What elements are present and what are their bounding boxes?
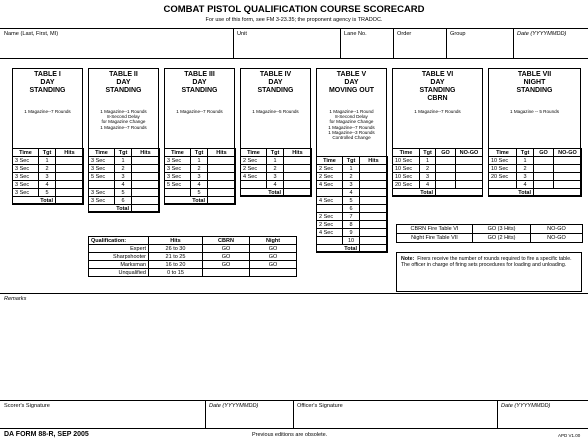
column-header: Tgt [39, 149, 56, 157]
column-header: NO-GO [554, 149, 582, 157]
hits-cell[interactable] [360, 197, 388, 205]
hits-cell[interactable] [284, 157, 312, 165]
target-cell: 2 [191, 165, 208, 173]
table-row [489, 165, 582, 173]
time-cell: 3 Sec [165, 165, 191, 173]
time-cell: 2 Sec [317, 213, 343, 221]
target-cell: 2 [115, 165, 132, 173]
column-header: Time [89, 149, 115, 157]
time-cell: 4 Sec [241, 173, 267, 181]
target-cell: 3 [267, 173, 284, 181]
table-row [241, 173, 312, 181]
table-row [89, 189, 160, 197]
go-cell[interactable] [534, 173, 554, 181]
table-row [317, 189, 388, 197]
table-row [317, 173, 388, 181]
time-cell: 3 Sec [89, 197, 115, 205]
total-label: Total [393, 189, 436, 197]
hits-cell[interactable] [132, 181, 160, 189]
table-row [241, 157, 312, 165]
version-label: APD V1.00 [558, 433, 581, 438]
editions-note: Previous editions are obsolete. [252, 432, 328, 438]
time-cell: 3 Sec [89, 189, 115, 197]
table-2-title: TABLE II DAY STANDING [105, 71, 142, 94]
qualification-value [250, 269, 297, 277]
table-header-row [89, 149, 160, 157]
time-cell [317, 189, 343, 197]
table-header-row [489, 149, 582, 157]
go-cell[interactable] [534, 181, 554, 189]
target-cell: 3 [39, 173, 56, 181]
table-row [489, 181, 582, 189]
time-cell [89, 181, 115, 189]
column-header: Time [165, 149, 191, 157]
target-cell: 1 [115, 157, 132, 165]
target-cell: 5 [191, 189, 208, 197]
hits-cell[interactable] [360, 173, 388, 181]
time-cell: 10 Sec [489, 165, 517, 173]
time-cell: 3 Sec [89, 157, 115, 165]
time-cell: 10 Sec [393, 165, 420, 173]
hits-cell[interactable] [208, 181, 236, 189]
table-1-grid [12, 148, 84, 205]
table-row [317, 221, 388, 229]
remarks-field[interactable]: Remarks [4, 296, 27, 302]
total-cell[interactable] [56, 197, 84, 205]
target-cell: 1 [343, 165, 360, 173]
time-cell: 3 Sec [89, 165, 115, 173]
total-label: Total [13, 197, 56, 205]
table-7-grid [488, 148, 582, 197]
column-header: Tgt [267, 149, 284, 157]
order-field[interactable]: Order [397, 31, 412, 37]
target-cell: 6 [343, 205, 360, 213]
fire-table-row [397, 225, 583, 234]
group-field[interactable]: Group [450, 31, 466, 37]
time-cell: 4 Sec [317, 197, 343, 205]
table-4-grid [240, 148, 312, 197]
hits-cell[interactable] [132, 157, 160, 165]
table-row [317, 237, 388, 245]
time-cell [241, 181, 267, 189]
column-header: GO [436, 149, 456, 157]
time-cell [165, 189, 191, 197]
table-row [317, 165, 388, 173]
total-cell[interactable] [436, 189, 483, 197]
time-cell [489, 181, 517, 189]
table-7-rounds-note: 1 Magazine -- 5 Rounds [509, 109, 560, 114]
hits-cell[interactable] [132, 173, 160, 181]
target-cell: 4 [343, 189, 360, 197]
table-row [317, 205, 388, 213]
table-4-box [240, 68, 311, 196]
column-header: Tgt [420, 149, 436, 157]
total-label: Total [317, 245, 360, 253]
qualification-level: Sharpshooter [89, 253, 149, 261]
total-label: Total [241, 189, 284, 197]
time-cell: 2 Sec [317, 165, 343, 173]
column-header: Time [13, 149, 39, 157]
hits-cell[interactable] [132, 197, 160, 205]
go-cell[interactable] [436, 173, 456, 181]
target-cell: 5 [343, 197, 360, 205]
time-cell: 5 Sec [89, 173, 115, 181]
hits-cell[interactable] [132, 165, 160, 173]
table-row [165, 173, 236, 181]
qualification-value [203, 269, 250, 277]
column-header: Tgt [115, 149, 132, 157]
fire-table-option[interactable]: GO (2 Hits) [473, 234, 531, 243]
hits-cell[interactable] [360, 181, 388, 189]
time-cell: 3 Sec [165, 173, 191, 181]
fire-table-option[interactable]: NO-GO [531, 225, 583, 234]
target-cell: 3 [343, 181, 360, 189]
total-cell[interactable] [132, 205, 160, 213]
table-row [317, 229, 388, 237]
target-cell: 2 [343, 173, 360, 181]
cbrn-night-fire-table [396, 224, 583, 243]
target-cell: 5 [39, 189, 56, 197]
go-cell[interactable] [436, 181, 456, 189]
time-cell: 10 Sec [489, 157, 517, 165]
total-cell[interactable] [534, 189, 582, 197]
qualification-column-header: CBRN [203, 237, 250, 245]
hits-cell[interactable] [208, 173, 236, 181]
column-header: Hits [132, 149, 160, 157]
time-cell: 2 Sec [317, 173, 343, 181]
target-cell: 3 [517, 173, 534, 181]
hits-cell[interactable] [208, 157, 236, 165]
target-cell: 5 [115, 189, 132, 197]
target-cell: 2 [39, 165, 56, 173]
target-cell: 3 [115, 173, 132, 181]
table-row [165, 165, 236, 173]
go-cell[interactable] [436, 165, 456, 173]
target-cell: 1 [191, 157, 208, 165]
column-header: Hits [284, 149, 312, 157]
hits-cell[interactable] [284, 173, 312, 181]
officer-date-field[interactable]: Date (YYYYMMDD) [501, 403, 551, 409]
qualification-row [89, 253, 297, 261]
qualification-value: GO [203, 245, 250, 253]
table-row [393, 157, 483, 165]
time-cell: 2 Sec [241, 157, 267, 165]
total-row [489, 189, 582, 197]
total-row [165, 197, 236, 205]
qualification-value: GO [250, 253, 297, 261]
scorer-date-field[interactable]: Date (YYYYMMDD) [209, 403, 259, 409]
table-6-box [392, 68, 483, 196]
table-4-title: TABLE IV DAY STANDING [257, 71, 294, 94]
date-field[interactable]: Date (YYYYMMDD) [517, 31, 567, 37]
target-cell: 1 [420, 157, 436, 165]
column-header: Time [489, 149, 517, 157]
nogo-cell[interactable] [554, 165, 582, 173]
table-row [13, 189, 84, 197]
total-label: Total [489, 189, 534, 197]
qualification-header-row [89, 237, 297, 245]
table-1-box [12, 68, 83, 204]
go-cell[interactable] [534, 165, 554, 173]
table-header-row [13, 149, 84, 157]
target-cell: 7 [343, 213, 360, 221]
column-header: NO-GO [456, 149, 483, 157]
qualification-row [89, 261, 297, 269]
table-row [241, 165, 312, 173]
hits-cell[interactable] [56, 157, 84, 165]
nogo-cell[interactable] [456, 165, 483, 173]
target-cell: 2 [517, 165, 534, 173]
scorer-signature-field[interactable]: Scorer's Signature [4, 403, 50, 409]
time-cell [317, 237, 343, 245]
table-row [165, 157, 236, 165]
target-cell: 9 [343, 229, 360, 237]
time-cell: 20 Sec [489, 173, 517, 181]
table-3-grid [164, 148, 236, 205]
table-row [393, 181, 483, 189]
qualification-level: Unqualified [89, 269, 149, 277]
column-header: Hits [56, 149, 84, 157]
target-cell: 1 [267, 157, 284, 165]
time-cell: 20 Sec [393, 181, 420, 189]
hits-cell[interactable] [360, 221, 388, 229]
hits-cell[interactable] [360, 189, 388, 197]
time-cell: 10 Sec [393, 173, 420, 181]
total-row [317, 245, 388, 253]
hits-cell[interactable] [360, 237, 388, 245]
table-row [489, 157, 582, 165]
target-cell: 4 [517, 181, 534, 189]
table-5-box [316, 68, 387, 252]
table-5-rounds-note: 1 Magazine--1 Round 8-Second Delay for Magazine Change 1 Magazine--7 Rounds 1 Magazine--3 Rounds Controlled Change [328, 109, 375, 141]
total-cell[interactable] [360, 245, 388, 253]
table-row [13, 165, 84, 173]
time-cell: 10 Sec [393, 157, 420, 165]
form-title: COMBAT PISTOL QUALIFICATION COURSE SCORECARD [163, 4, 425, 15]
target-cell: 1 [517, 157, 534, 165]
time-cell: 4 Sec [317, 181, 343, 189]
table-row [89, 181, 160, 189]
target-cell: 4 [39, 181, 56, 189]
table-3-rounds-note: 1 Magazine--7 Rounds [176, 109, 223, 114]
lane-field[interactable]: Lane No. [344, 31, 367, 37]
hits-cell[interactable] [132, 189, 160, 197]
time-cell: 3 Sec [165, 157, 191, 165]
target-cell: 4 [191, 181, 208, 189]
total-label: Total [89, 205, 132, 213]
qualification-value: 21 to 25 [149, 253, 203, 261]
table-header-row [241, 149, 312, 157]
time-cell: 2 Sec [317, 221, 343, 229]
target-cell: 10 [343, 237, 360, 245]
table-row [165, 181, 236, 189]
name-field[interactable]: Name (Last, First, MI) [4, 31, 59, 37]
table-6-grid [392, 148, 483, 197]
qualification-level: Expert [89, 245, 149, 253]
qualification-value: 16 to 20 [149, 261, 203, 269]
hits-cell[interactable] [56, 189, 84, 197]
column-header: Time [241, 149, 267, 157]
table-1-title: TABLE I DAY STANDING [29, 71, 66, 94]
table-3-title: TABLE III DAY STANDING [181, 71, 218, 94]
fire-table-label: CBRN Fire Table VI [397, 225, 473, 234]
qualification-column-header: Night [250, 237, 297, 245]
table-row [89, 165, 160, 173]
fire-table-option[interactable]: NO-GO [531, 234, 583, 243]
table-row [13, 173, 84, 181]
fire-table-row [397, 234, 583, 243]
column-header: Time [317, 157, 343, 165]
target-cell: 6 [115, 197, 132, 205]
hits-cell[interactable] [360, 213, 388, 221]
column-header: Tgt [343, 157, 360, 165]
table-row [13, 181, 84, 189]
time-cell: 3 Sec [13, 157, 39, 165]
table-7-title: TABLE VII NIGHT STANDING [516, 71, 553, 94]
table-6-rounds-note: 1 Magazine--7 Rounds [414, 109, 461, 114]
column-header: Tgt [191, 149, 208, 157]
time-cell: 5 Sec [165, 181, 191, 189]
qualification-column-header: Hits [149, 237, 203, 245]
officer-signature-field[interactable]: Officer's Signature [297, 403, 343, 409]
nogo-cell[interactable] [456, 181, 483, 189]
hits-cell[interactable] [56, 173, 84, 181]
hits-cell[interactable] [284, 181, 312, 189]
target-cell: 3 [191, 173, 208, 181]
table-row [317, 181, 388, 189]
time-cell [317, 205, 343, 213]
total-label: Total [165, 197, 208, 205]
qualification-value: GO [203, 253, 250, 261]
time-cell: 2 Sec [241, 165, 267, 173]
table-row [393, 165, 483, 173]
qualification-row [89, 245, 297, 253]
nogo-cell[interactable] [554, 181, 582, 189]
form-subtitle: For use of this form, see FM 3-23.35; the proponent agency is TRADOC. [205, 17, 383, 23]
column-header: Tgt [517, 149, 534, 157]
target-cell: 4 [115, 181, 132, 189]
table-header-row [393, 149, 483, 157]
table-1-rounds-note: 1 Magazine--7 Rounds [24, 109, 71, 114]
table-row [489, 173, 582, 181]
hits-cell[interactable] [208, 189, 236, 197]
nogo-cell[interactable] [456, 157, 483, 165]
target-cell: 8 [343, 221, 360, 229]
qualification-level: Marksman [89, 261, 149, 269]
qualification-value: GO [250, 245, 297, 253]
total-row [393, 189, 483, 197]
target-cell: 2 [420, 165, 436, 173]
fire-table-label: Night Fire Table VII [397, 234, 473, 243]
table-row [89, 197, 160, 205]
total-row [13, 197, 84, 205]
target-cell: 3 [420, 173, 436, 181]
note-label: Note: [401, 256, 415, 262]
qualification-value: GO [250, 261, 297, 269]
hits-cell[interactable] [56, 165, 84, 173]
table-row [241, 181, 312, 189]
qualification-table [88, 236, 297, 277]
total-cell[interactable] [208, 197, 236, 205]
column-header: Time [393, 149, 420, 157]
hits-cell[interactable] [360, 205, 388, 213]
qualification-value: 26 to 30 [149, 245, 203, 253]
total-row [89, 205, 160, 213]
table-2-grid [88, 148, 160, 213]
qualification-column-header: Qualification: [89, 237, 149, 245]
hits-cell[interactable] [208, 165, 236, 173]
table-2-rounds-note: 1 Magazine--1 Rounds 8-Second Delay for Magazine Change 1 Magazine--7 Rounds [100, 109, 147, 130]
go-cell[interactable] [534, 157, 554, 165]
form-number: DA FORM 88-R, SEP 2005 [4, 431, 89, 438]
note-box [396, 252, 582, 292]
table-row [13, 157, 84, 165]
table-7-box [488, 68, 581, 196]
table-row [89, 173, 160, 181]
total-cell[interactable] [284, 189, 312, 197]
total-row [241, 189, 312, 197]
table-row [317, 213, 388, 221]
target-cell: 1 [39, 157, 56, 165]
column-header: GO [534, 149, 554, 157]
table-6-title: TABLE VI DAY STANDING CBRN [419, 71, 456, 102]
column-header: Hits [360, 157, 388, 165]
hits-cell[interactable] [56, 181, 84, 189]
table-5-title: TABLE V DAY MOVING OUT [328, 71, 375, 94]
nogo-cell[interactable] [554, 157, 582, 165]
qualification-value: 0 to 15 [149, 269, 203, 277]
table-row [317, 197, 388, 205]
column-header: Hits [208, 149, 236, 157]
hits-cell[interactable] [284, 165, 312, 173]
time-cell: 3 Sec [13, 165, 39, 173]
time-cell: 3 Sec [13, 189, 39, 197]
table-3-box [164, 68, 235, 204]
table-row [393, 173, 483, 181]
hits-cell[interactable] [360, 229, 388, 237]
target-cell: 2 [267, 165, 284, 173]
fire-table-option[interactable]: GO (3 Hits) [473, 225, 531, 234]
table-row [89, 157, 160, 165]
go-cell[interactable] [436, 157, 456, 165]
note-text: Firers receive the number of rounds required to fire a specific table. The officer in charge of firing sets procedures for loading and unloading. [401, 256, 572, 268]
unit-field[interactable]: Unit [237, 31, 247, 37]
time-cell: 4 Sec [317, 229, 343, 237]
hits-cell[interactable] [360, 165, 388, 173]
target-cell: 4 [420, 181, 436, 189]
table-2-box [88, 68, 159, 212]
table-header-row [317, 157, 388, 165]
table-row [165, 189, 236, 197]
table-4-rounds-note: 1 Magazine--5 Rounds [252, 109, 299, 114]
qualification-value: GO [203, 261, 250, 269]
qualification-row [89, 269, 297, 277]
table-5-grid [316, 156, 388, 253]
nogo-cell[interactable] [554, 173, 582, 181]
time-cell: 3 Sec [13, 173, 39, 181]
table-header-row [165, 149, 236, 157]
time-cell: 3 Sec [13, 181, 39, 189]
target-cell: 4 [267, 181, 284, 189]
nogo-cell[interactable] [456, 173, 483, 181]
